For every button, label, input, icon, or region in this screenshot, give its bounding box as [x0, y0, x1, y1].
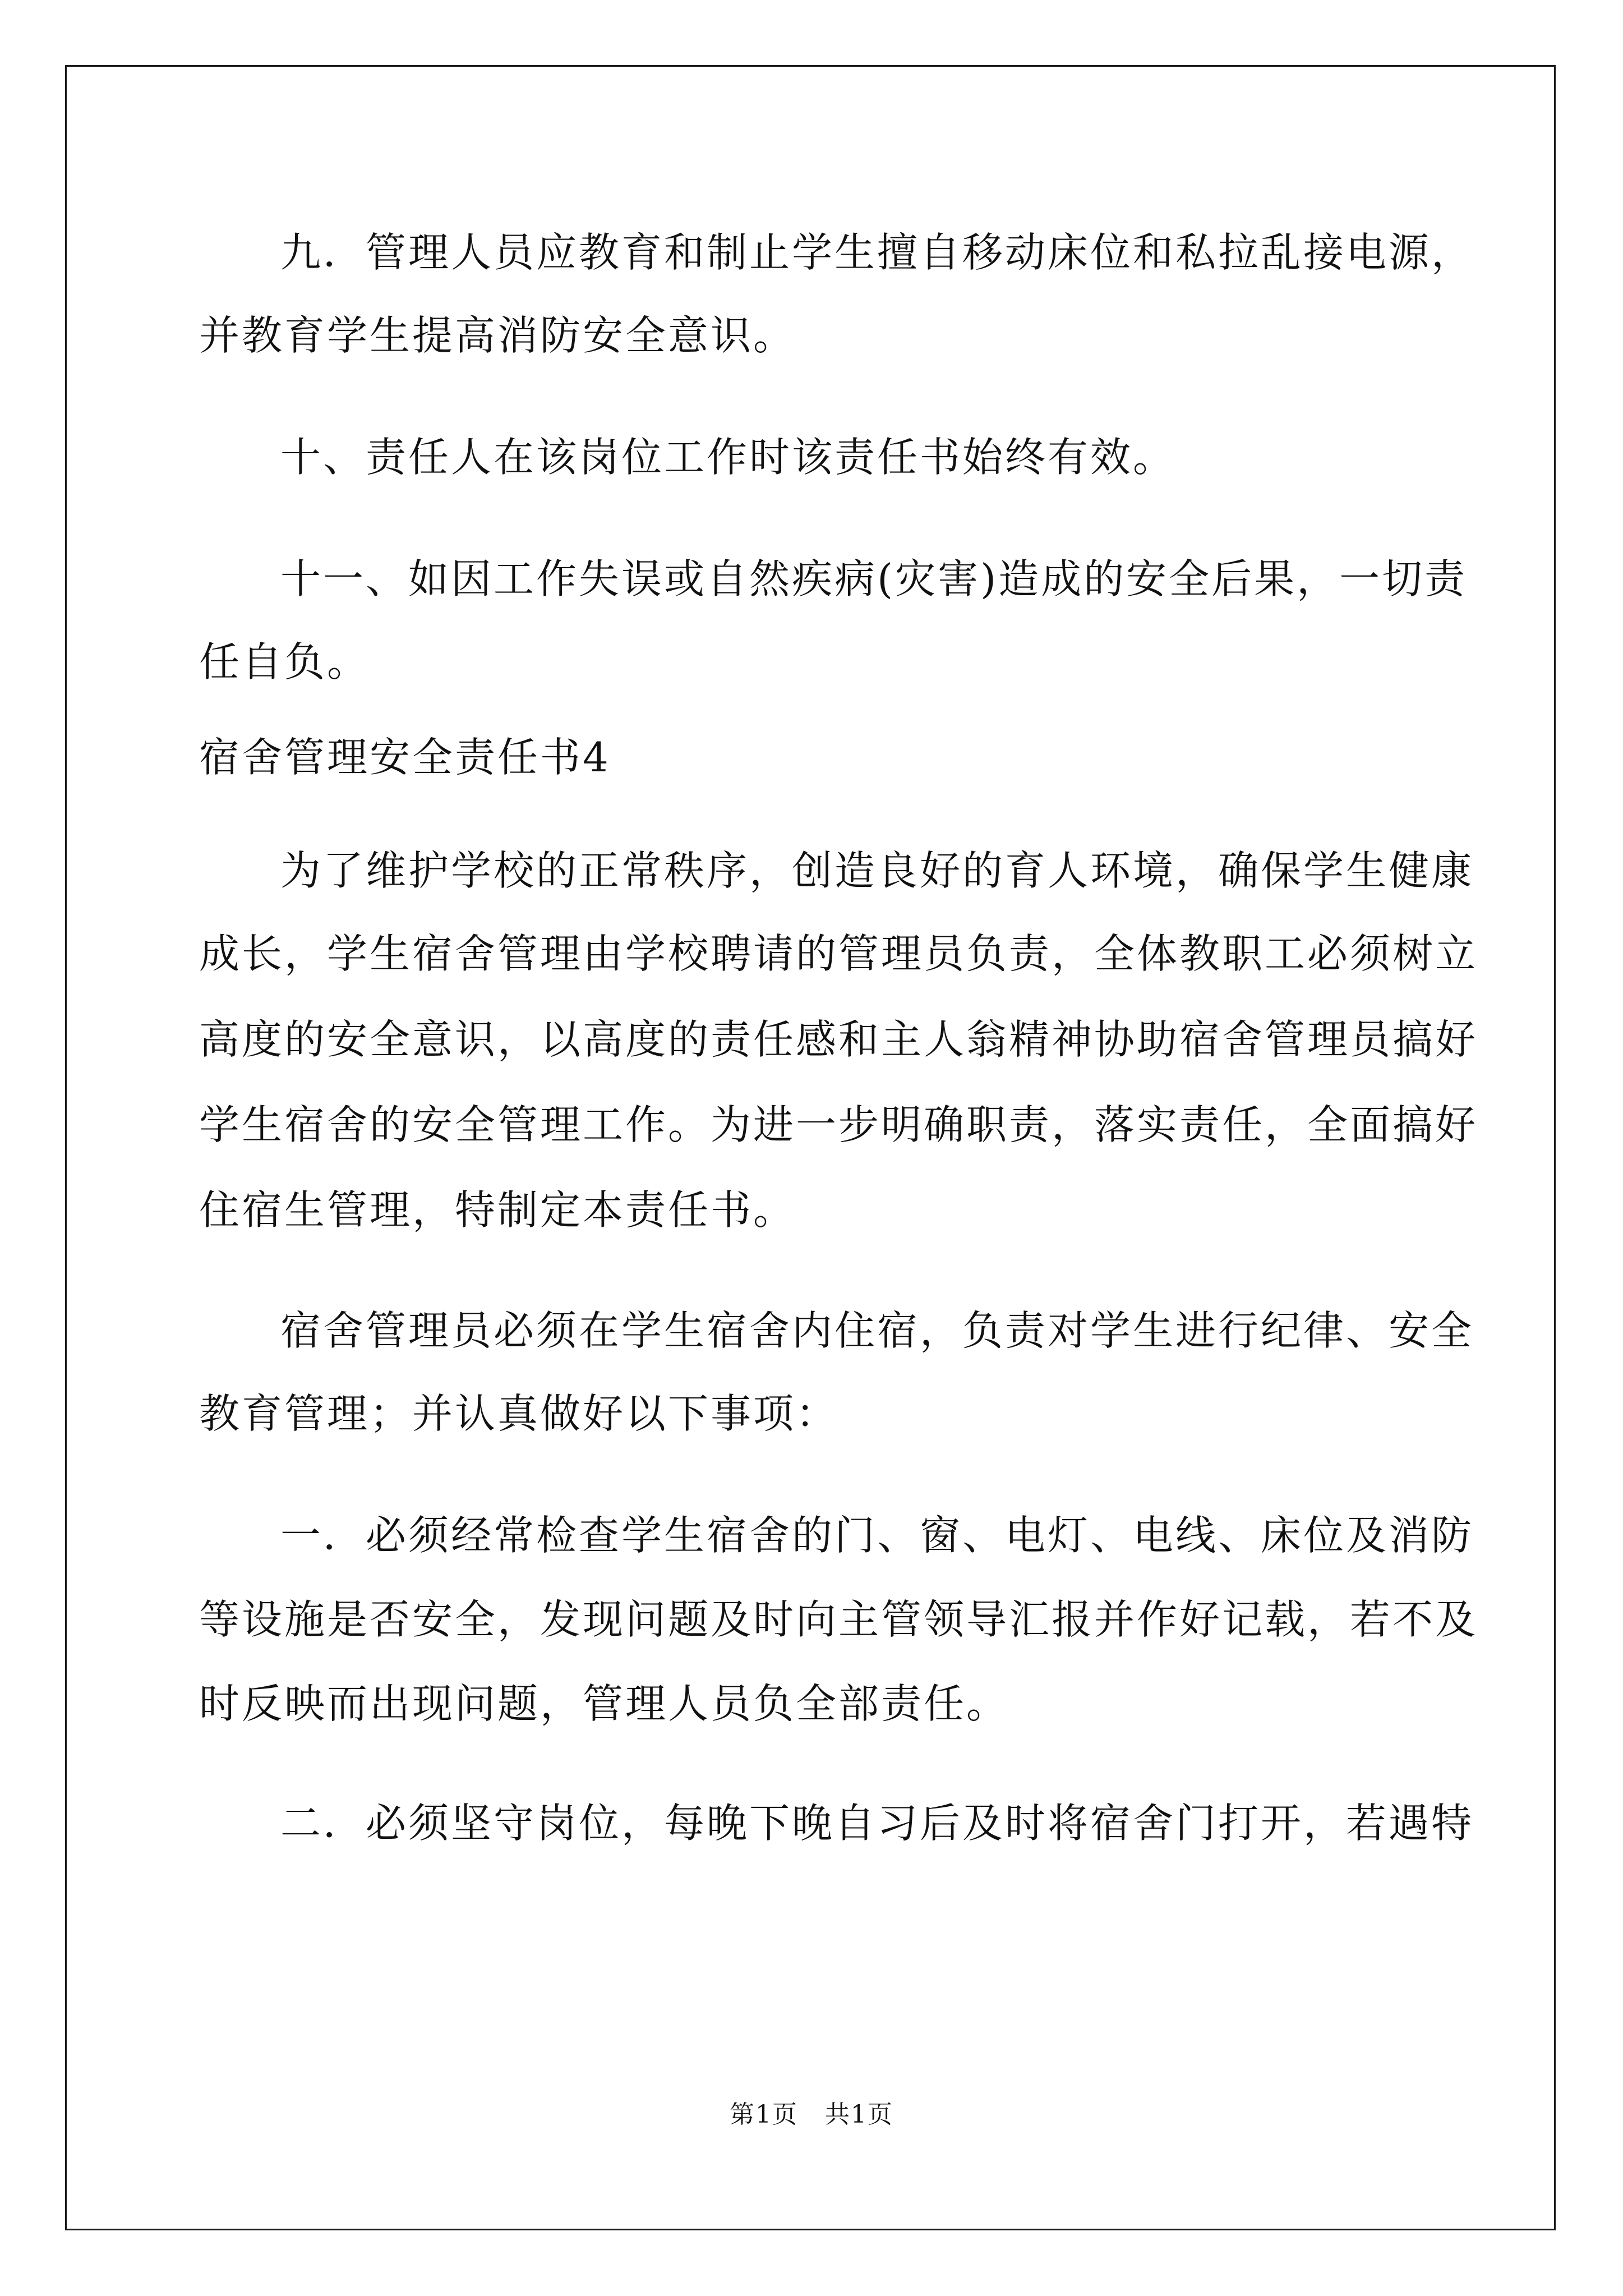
paragraph-line: 一．必须经常检查学生宿舍的门、窗、电灯、电线、床位及消防 — [280, 1512, 1474, 1559]
paragraph-line: 任自负。 — [199, 638, 370, 685]
paragraph-line: 九．管理人员应教育和制止学生擅自移动床位和私拉乱接电源， — [280, 229, 1474, 276]
paragraph-line: 十、责任人在该岗位工作时该责任书始终有效。 — [280, 434, 1176, 481]
paragraph-line: 住宿生管理，特制定本责任书。 — [199, 1186, 796, 1234]
paragraph-line: 并教育学生提高消防安全意识。 — [199, 312, 796, 359]
paragraph-line: 为了维护学校的正常秩序，创造良好的育人环境，确保学生健康 — [280, 847, 1474, 894]
paragraph-line: 宿舍管理员必须在学生宿舍内住宿，负责对学生进行纪律、安全 — [280, 1307, 1474, 1354]
paragraph-line: 十一、如因工作失误或自然疾病(灾害)造成的安全后果，一切责 — [280, 555, 1468, 602]
paragraph-line: 高度的安全意识，以高度的责任感和主人翁精神协助宿舍管理员搞好 — [199, 1016, 1478, 1063]
paragraph-line: 二．必须坚守岗位，每晚下晚自习后及时将宿舍门打开，若遇特 — [280, 1800, 1474, 1847]
paragraph-line: 时反映而出现问题，管理人员负全部责任。 — [199, 1680, 1009, 1727]
page-footer — [0, 2098, 1623, 2132]
paragraph-line: 等设施是否安全，发现问题及时向主管领导汇报并作好记载，若不及 — [199, 1596, 1478, 1643]
paragraph-line: 成长，学生宿舍管理由学校聘请的管理员负责，全体教职工必须树立 — [199, 930, 1478, 977]
page-number: 第1页 — [730, 2100, 798, 2129]
page-total: 共1页 — [825, 2100, 893, 2129]
paragraph-line: 教育管理；并认真做好以下事项： — [199, 1390, 839, 1437]
paragraph-line: 学生宿舍的安全管理工作。为进一步明确职责，落实责任，全面搞好 — [199, 1101, 1478, 1148]
section-heading: 宿舍管理安全责任书4 — [199, 734, 611, 781]
